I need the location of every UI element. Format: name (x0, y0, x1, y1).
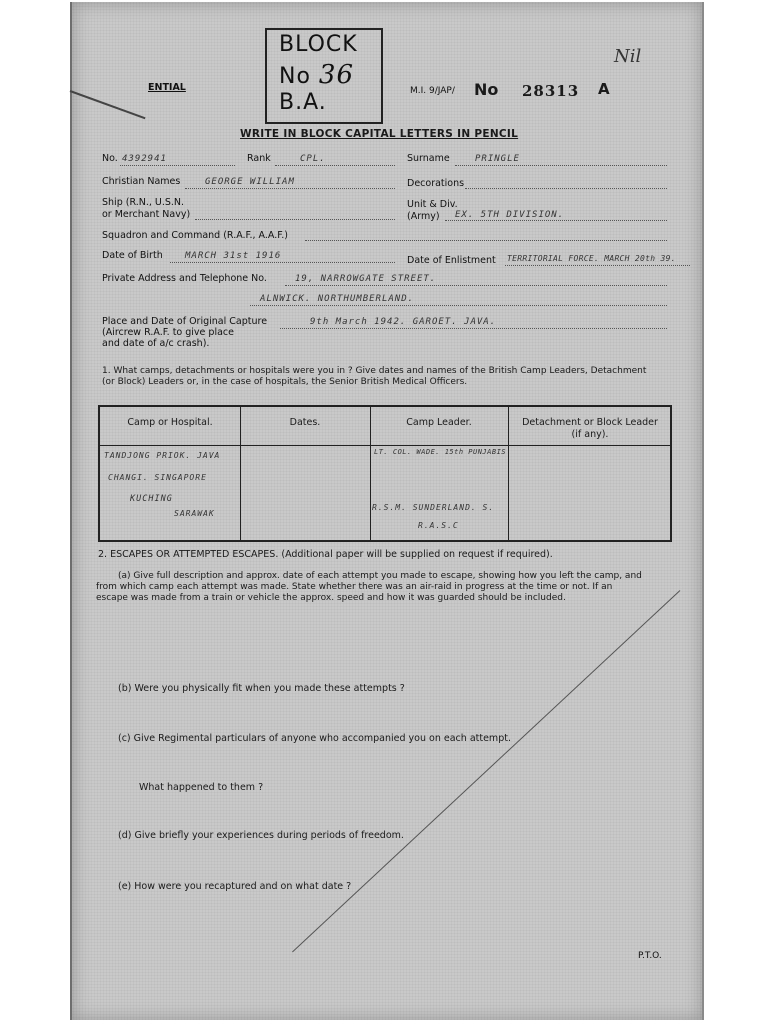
question-2a-line-1: (a) Give full description and approx. date of each attempt you made to escape, showing how you left the camp, and (118, 571, 642, 581)
squadron-label: Squadron and Command (R.A.F., A.A.F.) (102, 230, 288, 241)
question-2c: (c) Give Regimental particulars of anyone who accompanied you on each attempt. (118, 733, 511, 744)
corner-note: Nil (614, 46, 642, 67)
christian-names-label: Christian Names (102, 176, 181, 187)
dob-label: Date of Birth (102, 250, 163, 261)
leader-row-2: R.S.M. SUNDERLAND. S. (372, 503, 495, 512)
camp-row-1: TANDJONG PRIOK. JAVA (104, 451, 221, 460)
form-number: 28313 (522, 82, 580, 100)
pto-label: P.T.O. (638, 951, 662, 961)
question-2b: (b) Were you physically fit when you made these attempts ? (118, 683, 405, 694)
stamp-no-label: No (279, 64, 311, 89)
capture-value: 9th March 1942. GAROET. JAVA. (310, 317, 497, 327)
stamp-line-1: BLOCK (279, 32, 358, 57)
address-value-1: 19, NARROWGATE STREET. (295, 274, 437, 284)
rank-value: CPL. (300, 154, 326, 164)
header-detachment: Detachment or Block Leader (if any). (522, 417, 658, 440)
camps-table (98, 405, 672, 542)
decorations-label: Decorations (407, 178, 465, 189)
capture-label-3: and date of a/c crash). (102, 338, 210, 349)
camp-row-3: KUCHING (130, 494, 173, 504)
stamp-line-3: B.A. (279, 90, 327, 115)
ship-label-1: Ship (R.N., U.S.N. (102, 197, 185, 208)
unit-label-2: (Army) (407, 211, 440, 222)
question-2a-line-2: from which camp each attempt was made. State whether there was an air-raid in progress at the time or not. If an (96, 582, 613, 592)
address-value-2: ALNWICK. NORTHUMBERLAND. (260, 294, 415, 304)
surname-label: Surname (407, 153, 450, 164)
address-label: Private Address and Telephone No. (102, 273, 267, 284)
block-stamp (265, 28, 383, 124)
stamp-no-value: 36 (318, 60, 355, 90)
camp-row-4: SARAWAK (174, 509, 215, 518)
question-1 (102, 366, 677, 388)
header-camp: Camp or Hospital. (127, 417, 213, 428)
no-value: 4392941 (122, 154, 167, 164)
confidential-label: ENTIAL (148, 82, 186, 93)
capture-label-1: Place and Date of Original Capture (102, 316, 268, 327)
christian-names-value: GEORGE WILLIAM (205, 177, 295, 187)
question-1-line-2: (or Block) Leaders or, in the case of hospitals, the Senior British Medical Officers. (102, 377, 468, 387)
question-2e: (e) How were you recaptured and on what date ? (118, 881, 352, 892)
dob-value: MARCH 31st 1916 (185, 251, 282, 261)
leader-row-3: R.A.S.C (418, 521, 459, 530)
question-2-heading: 2. ESCAPES OR ATTEMPTED ESCAPES. (Additional paper will be supplied on request if required). (98, 549, 553, 560)
capture-label-2: (Aircrew R.A.F. to give place (102, 327, 234, 338)
number-label: No (474, 80, 499, 99)
enlistment-label: Date of Enlistment (407, 255, 496, 266)
enlistment-value: TERRITORIAL FORCE. MARCH 20th 39. (507, 254, 676, 263)
form-suffix: A (598, 80, 610, 98)
unit-value: EX. 5TH DIVISION. (455, 210, 565, 220)
question-2d: (d) Give briefly your experiences during periods of freedom. (118, 830, 404, 841)
form-reference: M.I. 9/JAP/ (410, 86, 455, 96)
leader-row-1: LT. COL. WADE. 15th PUNJABIS (374, 448, 507, 456)
header-dates: Dates. (289, 417, 321, 428)
question-2c-sub: What happened to them ? (139, 782, 264, 793)
rank-label: Rank (247, 153, 271, 164)
ship-label-2: or Merchant Navy) (102, 209, 191, 220)
camp-row-2: CHANGI. SINGAPORE (108, 473, 207, 482)
question-2a (96, 571, 671, 604)
header-camp-leader: Camp Leader. (406, 417, 472, 428)
surname-value: PRINGLE (475, 154, 520, 164)
question-1-line-1: 1. What camps, detachments or hospitals were you in ? Give dates and names of the British Camp Leaders, Detachment (102, 366, 647, 376)
no-label: No. (102, 153, 118, 164)
stamp-line-2 (279, 60, 354, 90)
unit-label-1: Unit & Div. (407, 199, 458, 210)
question-2a-line-3: escape was made from a train or vehicle the approx. speed and how it was guarded should be included. (96, 593, 566, 603)
instruction-title: WRITE IN BLOCK CAPITAL LETTERS IN PENCIL (240, 128, 519, 140)
